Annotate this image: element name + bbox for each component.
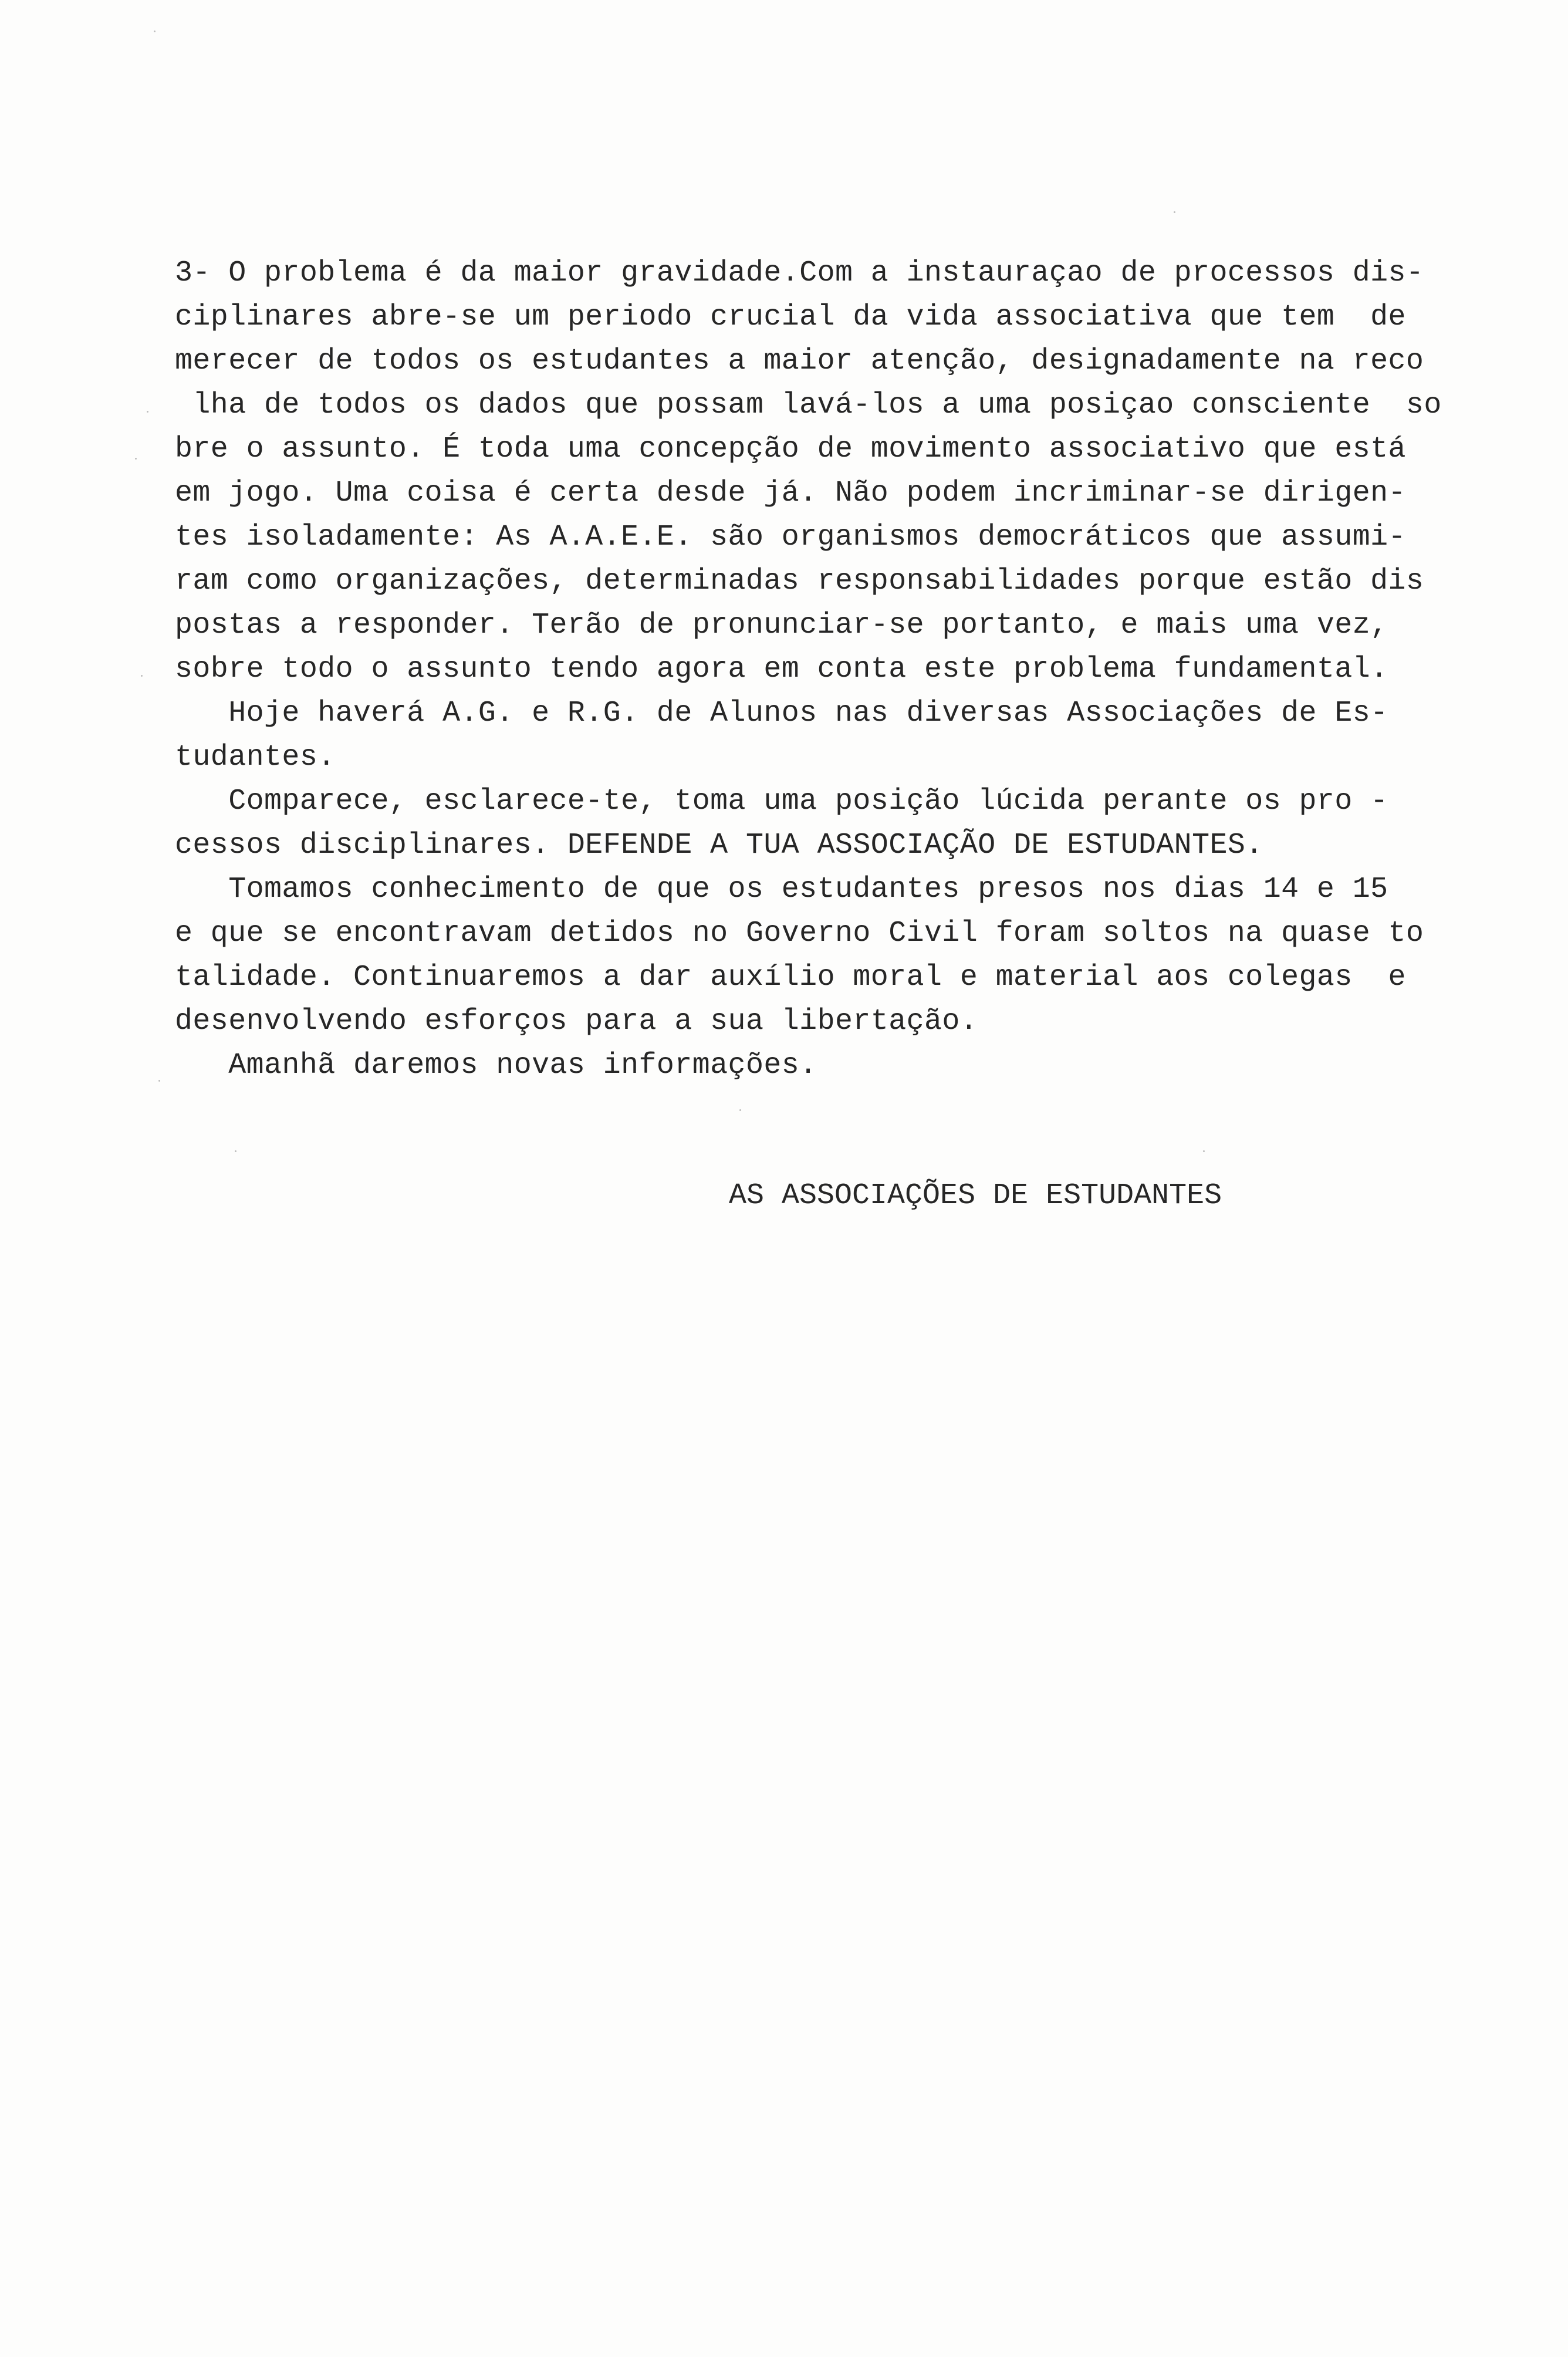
text-line: e que se encontravam detidos no Governo Civil foram soltos na quase to xyxy=(175,917,1424,950)
text-line: talidade. Continuaremos a dar auxílio moral e material aos colegas e xyxy=(175,961,1406,994)
text-line: postas a responder. Terão de pronunciar-se portanto, e mais uma vez, xyxy=(175,609,1388,642)
scan-speck xyxy=(158,1080,160,1082)
text-line: Tomamos conhecimento de que os estudantes presos nos dias 14 e 15 xyxy=(175,873,1388,906)
scan-speck xyxy=(739,1109,741,1111)
scan-speck xyxy=(235,1150,236,1152)
document-body xyxy=(175,251,1442,1088)
text-line: merecer de todos os estudantes a maior atenção, designadamente na reco xyxy=(175,345,1424,378)
text-line: ram como organizações, determinadas responsabilidades porque estão dis xyxy=(175,565,1424,598)
scan-speck xyxy=(141,675,143,677)
text-line: cessos disciplinares. DEFENDE A TUA ASSOCIAÇÃO DE ESTUDANTES. xyxy=(175,829,1263,862)
scan-speck xyxy=(147,411,148,413)
text-line: desenvolvendo esforços para a sua libertação. xyxy=(175,1005,978,1038)
scan-speck xyxy=(135,458,137,460)
text-line: tes isoladamente: As A.A.E.E. são organismos democráticos que assumi- xyxy=(175,521,1406,554)
text-line: ciplinares abre-se um periodo crucial da vida associativa que tem de xyxy=(175,300,1406,334)
text-line: lha de todos os dados que possam lavá-los a uma posiçao consciente so xyxy=(175,389,1442,422)
text-line: tudantes. xyxy=(175,741,336,774)
scan-speck xyxy=(154,31,156,32)
text-line: sobre todo o assunto tendo agora em conta este problema fundamental. xyxy=(175,653,1388,686)
scan-speck xyxy=(1203,1150,1205,1152)
scan-speck xyxy=(1174,211,1175,213)
text-line: bre o assunto. É toda uma concepção de movimento associativo que está xyxy=(175,433,1406,466)
text-line: Hoje haverá A.G. e R.G. de Alunos nas diversas Associações de Es- xyxy=(175,697,1388,730)
signature: AS ASSOCIAÇÕES DE ESTUDANTES xyxy=(729,1179,1222,1213)
text-line: Amanhã daremos novas informações. xyxy=(175,1049,817,1082)
text-line: 3- O problema é da maior gravidade.Com a instauraçao de processos dis- xyxy=(175,256,1424,290)
text-line: Comparece, esclarece-te, toma uma posição lúcida perante os pro - xyxy=(175,785,1388,818)
text-line: em jogo. Uma coisa é certa desde já. Não podem incriminar-se dirigen- xyxy=(175,477,1406,510)
